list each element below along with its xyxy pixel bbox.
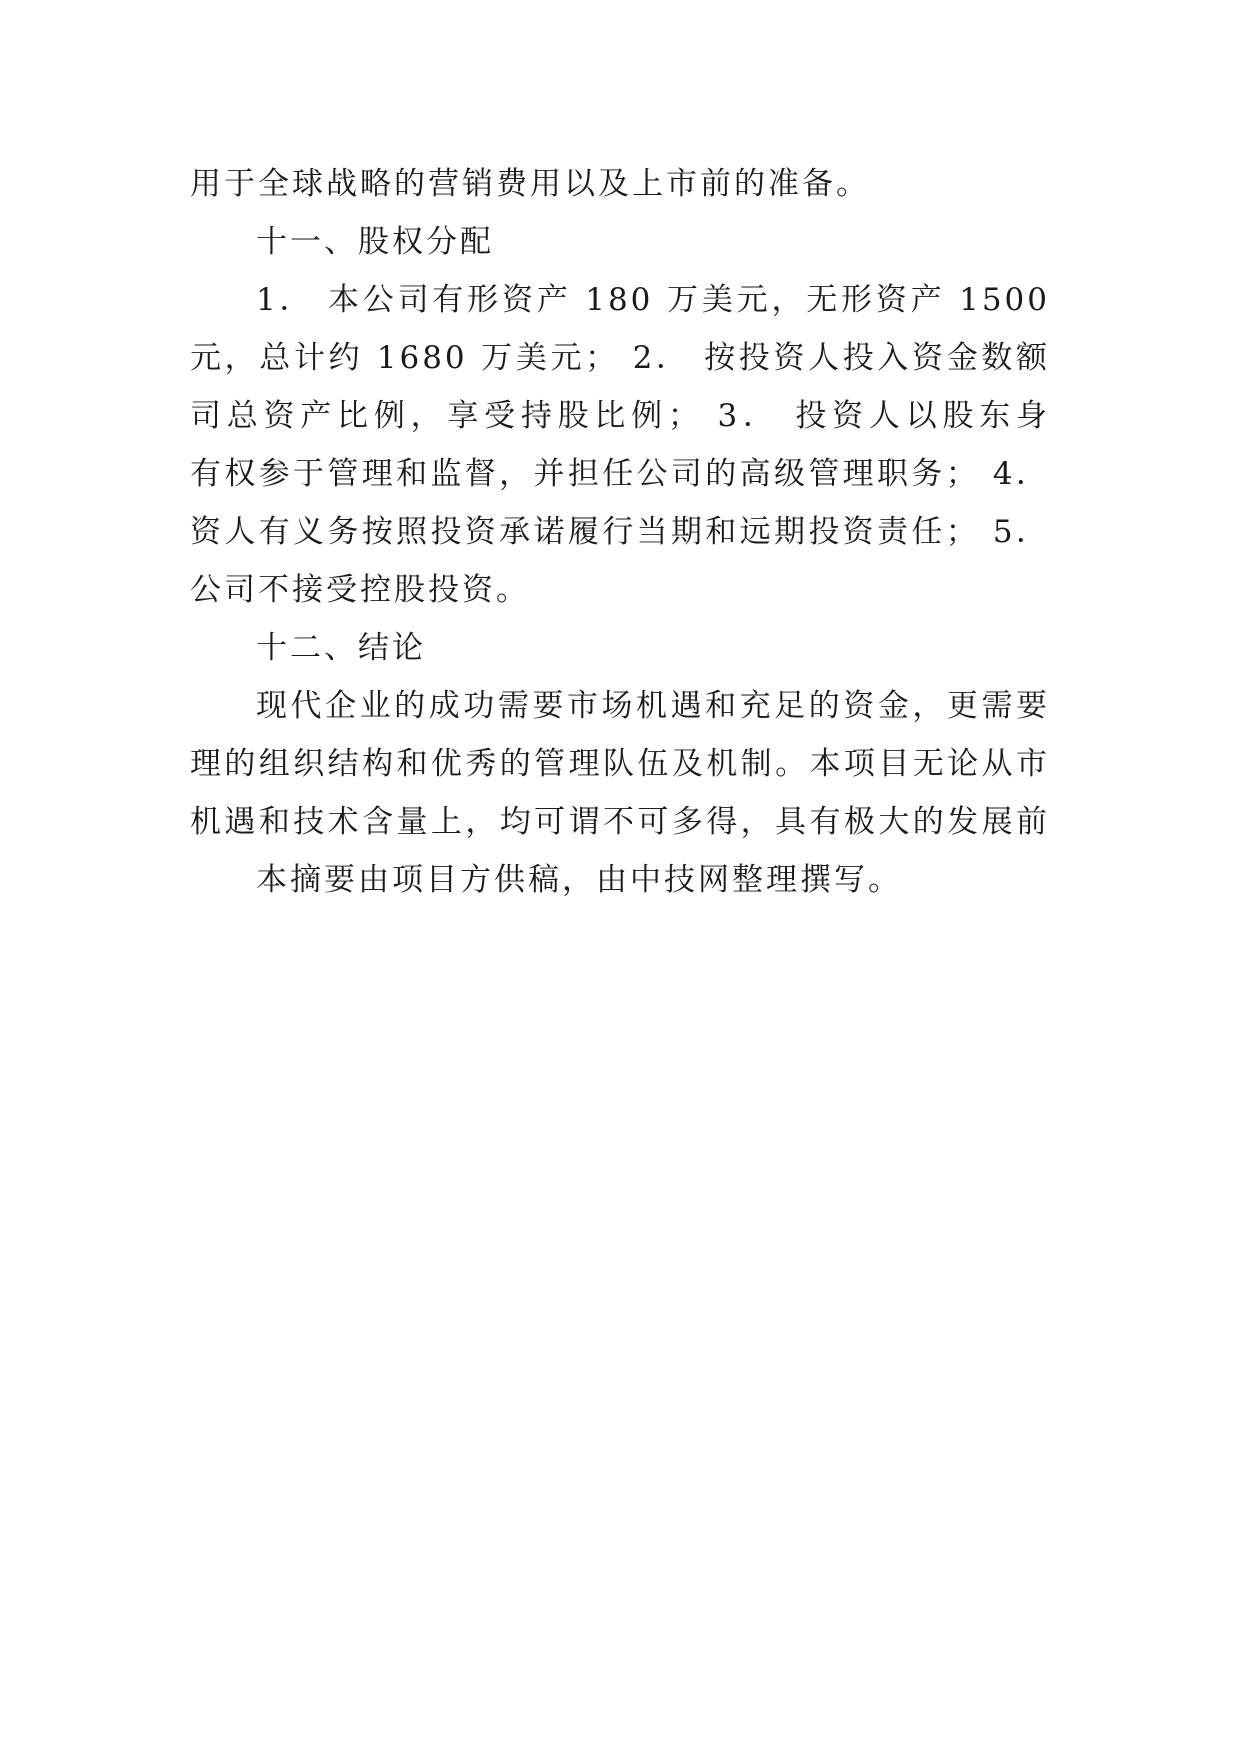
paragraph-line: 理的组织结构和优秀的管理队伍及机制。本项目无论从市: [190, 746, 1050, 782]
paragraph-line: 公司不接受控股投资。: [190, 572, 530, 608]
paragraph-line: 现代企业的成功需要市场机遇和充足的资金，更需要: [256, 688, 1050, 724]
section-heading: 十一、股权分配: [256, 224, 494, 260]
paragraph-line: 元，总计约 1680 万美元； 2． 按投资人投入资金数额: [190, 340, 1050, 376]
paragraph-line: 机遇和技术含量上，均可谓不可多得，具有极大的发展前: [190, 804, 1050, 840]
paragraph-line: 资人有义务按照投资承诺履行当期和远期投资责任； 5．: [190, 514, 1050, 550]
paragraph-line: 司总资产比例，享受持股比例； 3． 投资人以股东身: [190, 398, 1050, 434]
paragraph-line: 有权参于管理和监督，并担任公司的高级管理职务； 4．: [190, 456, 1050, 492]
paragraph-line: 本摘要由项目方供稿，由中技网整理撰写。: [256, 862, 902, 898]
paragraph-line: 1． 本公司有形资产 180 万美元，无形资产 1500: [256, 282, 1050, 318]
document-body: [190, 155, 1050, 909]
paragraph-line: 用于全球战略的营销费用以及上市前的准备。: [190, 166, 870, 202]
section-heading: 十二、结论: [256, 630, 426, 666]
